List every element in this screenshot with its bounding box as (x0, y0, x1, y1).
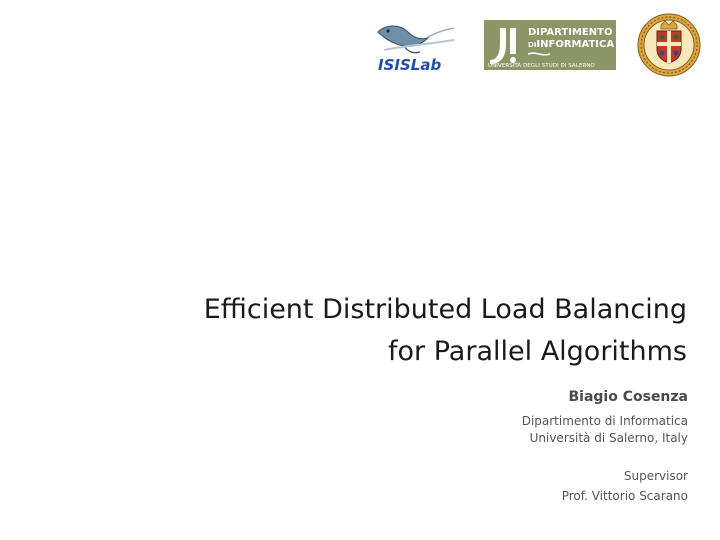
presentation-title (120, 289, 687, 373)
dept-logo-prefix: DI (528, 41, 537, 49)
supervisor-name: Prof. Vittorio Scarano (561, 489, 688, 503)
affiliation-line-1: Dipartimento di Informatica (521, 414, 688, 428)
dept-logo-line1: DIPARTIMENTO (528, 27, 613, 38)
fish-icon (374, 18, 456, 74)
svg-text:DIINFORMATICA (528, 39, 614, 50)
dipartimento-informatica-logo (484, 20, 616, 70)
university-seal-logo (637, 13, 701, 77)
title-line-2: for Parallel Algorithms (388, 336, 687, 367)
supervisor-block (522, 466, 688, 506)
supervisor-label: Supervisor (623, 469, 688, 483)
isislab-logo-text: ISISLab (378, 56, 442, 74)
author-name: Biagio Cosenza (568, 389, 688, 405)
affiliation-line-2: Università di Salerno, Italy (529, 431, 688, 445)
university-seal-icon (637, 13, 701, 77)
dept-logo-line2: INFORMATICA (536, 39, 615, 50)
dept-logo-caption: UNIVERSITÀ DEGLI STUDI DI SALERNO (488, 63, 595, 69)
title-line-1: Efficient Distributed Load Balancing (203, 294, 687, 325)
author-block (522, 388, 688, 506)
isislab-logo (374, 18, 456, 74)
author-affiliation (522, 413, 688, 447)
